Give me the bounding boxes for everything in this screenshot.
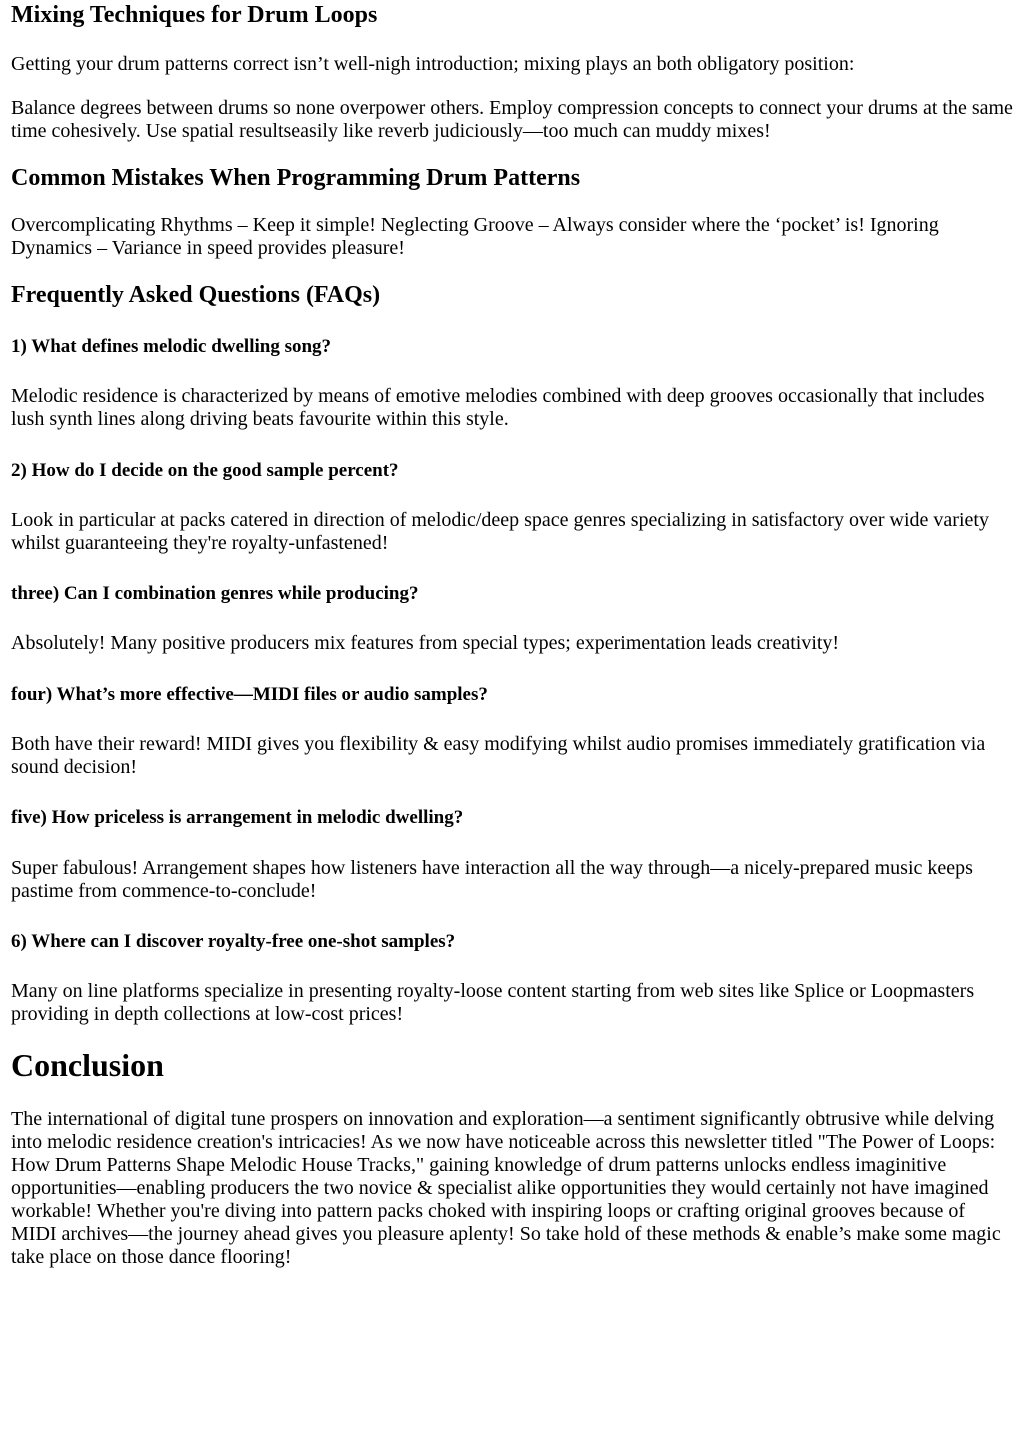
conclusion-heading: Conclusion — [11, 1047, 164, 1083]
faq-answer-6: Many on line platforms specialize in presenting royalty-loose content starting from web sites like Splice or Loopmasters providing in depth collections at low-cost prices! — [11, 980, 975, 1025]
faq-question-6: 6) Where can I discover royalty-free one-shot samples? — [11, 931, 456, 952]
faq-question-4: four) What’s more effective—MIDI files or audio samples? — [11, 684, 488, 705]
mixing-body: Balance degrees between drums so none overpower others. Employ compression concepts to connect your drums at the same time cohesively. Use spatial resultseasily like reverb judiciously—too much can muddy mixes! — [11, 97, 1013, 142]
article — [0, 1, 1024, 1269]
faq-question-3: three) Can I combination genres while producing? — [11, 583, 419, 604]
faq-question-5: five) How priceless is arrangement in melodic dwelling? — [11, 807, 464, 828]
faq-answer-5: Super fabulous! Arrangement shapes how listeners have interaction all the way through—a nicely-prepared music keeps pastime from commence-to-conclude! — [11, 857, 973, 902]
mistakes-body: Overcomplicating Rhythms – Keep it simple! Neglecting Groove – Always consider where the ‘pocket’ is! Ignoring Dynamics – Variance in speed provides pleasure! — [11, 214, 939, 259]
faq-answer-1: Melodic residence is characterized by means of emotive melodies combined with deep grooves occasionally that includes lush synth lines along driving beats favourite within this style. — [11, 385, 985, 430]
mixing-heading: Mixing Techniques for Drum Loops — [11, 2, 378, 28]
faq-answer-2: Look in particular at packs catered in direction of melodic/deep space genres specializing in satisfactory over wide variety whilst guaranteeing they're royalty-unfastened! — [11, 509, 989, 554]
conclusion-body: The international of digital tune prospers on innovation and exploration—a sentiment significantly obtrusive while delving into melodic residence creation's intricacies! As we now have noticeable across this newsletter titled "The Power of Loops: How Drum Patterns Shape Melodic House Tracks," gaining knowledge of drum patterns unlocks endless imaginitive opportunities—enabling producers the two novice & specialist alike opportunities they would certainly not have imagined workable! Whether you're diving into pattern packs choked with inspiring loops or crafting original grooves because of MIDI archives—the journey ahead gives you pleasure aplenty! So take hold of these methods & enable’s make some magic take place on those dance flooring! — [11, 1108, 1001, 1268]
mistakes-heading: Common Mistakes When Programming Drum Patterns — [11, 165, 581, 191]
faq-question-2: 2) How do I decide on the good sample percent? — [11, 460, 399, 481]
faq-answer-4: Both have their reward! MIDI gives you flexibility & easy modifying whilst audio promises immediately gratification via sound decision! — [11, 733, 986, 778]
faq-question-1: 1) What defines melodic dwelling song? — [11, 336, 332, 357]
faq-answer-3: Absolutely! Many positive producers mix features from special types; experimentation leads creativity! — [11, 632, 840, 654]
faq-heading: Frequently Asked Questions (FAQs) — [11, 282, 381, 308]
mixing-intro: Getting your drum patterns correct isn’t well-nigh introduction; mixing plays an both obligatory position: — [11, 53, 855, 75]
